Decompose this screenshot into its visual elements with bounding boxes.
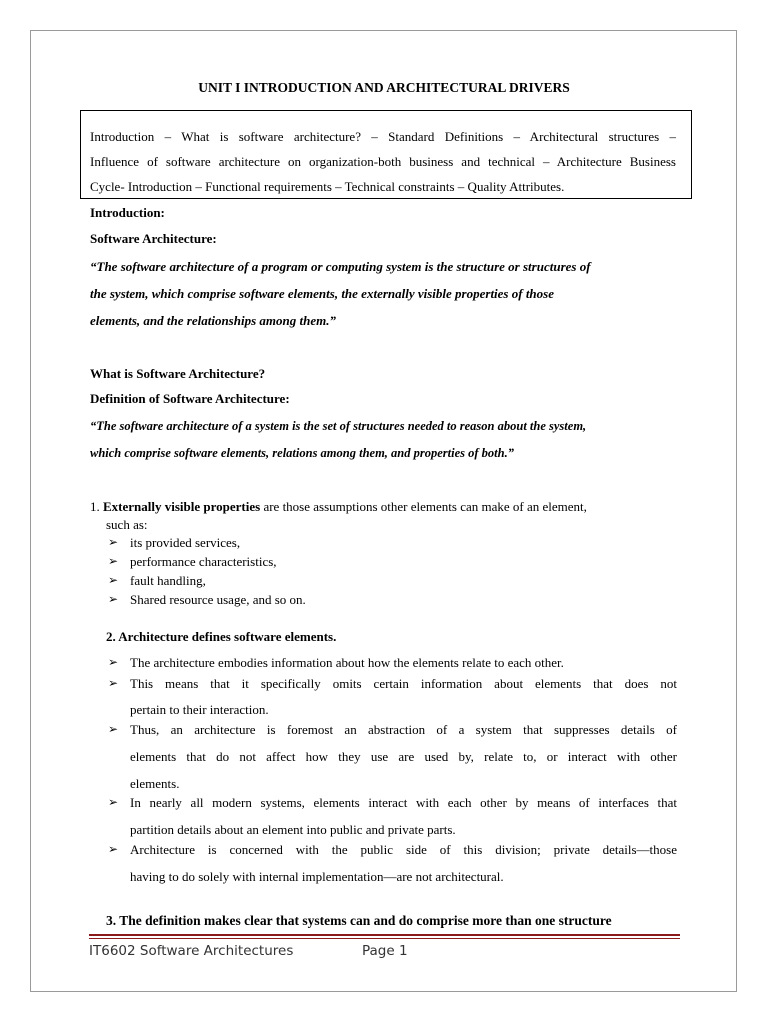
arrow-bullet-icon: ➢ (108, 676, 119, 690)
point2-heading: 2. Architecture defines software elements. (106, 629, 337, 644)
definition-heading: Definition of Software Architecture: (90, 391, 290, 406)
introduction-heading: Introduction: (90, 205, 165, 220)
list-item: fault handling, (130, 573, 206, 588)
syllabus-line: Introduction – What is software architecture? – Standard Definitions – Architectural structures – (90, 129, 676, 144)
arrow-bullet-icon: ➢ (108, 842, 119, 856)
list-item: The architecture embodies information about how the elements relate to each other. (130, 655, 564, 670)
page-title: UNIT I INTRODUCTION AND ARCHITECTURAL DRIVERS (198, 80, 570, 95)
list-item: Shared resource usage, and so on. (130, 592, 306, 607)
software-architecture-heading: Software Architecture: (90, 231, 217, 246)
arrow-bullet-icon: ➢ (108, 722, 119, 736)
quote1-line: the system, which comprise software elements, the externally visible properties of those (90, 286, 554, 301)
arrow-bullet-icon: ➢ (108, 592, 119, 606)
quote2-line: “The software architecture of a system is the set of structures needed to reason about the system, (90, 419, 587, 433)
point1-number: 1. (90, 499, 100, 514)
footer-rule-thin (89, 938, 680, 939)
list-item: In nearly all modern systems, elements interact with each other by means of interfaces that (130, 795, 677, 810)
syllabus-line: Cycle- Introduction – Functional requirements – Technical constraints – Quality Attributes. (90, 179, 565, 194)
quote1-line: elements, and the relationships among them.” (90, 313, 336, 328)
list-item: Thus, an architecture is foremost an abstraction of a system that suppresses details of (130, 722, 677, 737)
list-item-continuation: partition details about an element into public and private parts. (130, 822, 456, 837)
arrow-bullet-icon: ➢ (108, 573, 119, 587)
what-is-heading: What is Software Architecture? (90, 366, 266, 381)
list-item-continuation: pertain to their interaction. (130, 702, 269, 717)
arrow-bullet-icon: ➢ (108, 535, 119, 549)
footer-page-number: Page 1 (362, 943, 408, 959)
arrow-bullet-icon: ➢ (108, 655, 119, 669)
syllabus-line: Influence of software architecture on organization-both business and technical – Architecture Business (90, 154, 676, 169)
list-item: its provided services, (130, 535, 241, 550)
list-item-continuation: having to do solely with internal implementation—are not architectural. (130, 869, 504, 884)
list-item: This means that it specifically omits certain information about elements that does not (130, 676, 677, 691)
point3-heading: 3. The definition makes clear that systems can and do comprise more than one structure (106, 913, 612, 928)
point1-line (90, 499, 587, 515)
footer-course-title: IT6602 Software Architectures (89, 943, 294, 959)
list-item: Architecture is concerned with the public side of this division; private details—those (130, 842, 677, 857)
point1-continuation: such as: (106, 517, 148, 532)
list-item-continuation: elements that do not affect how they use are used by, relate to, or interact with other (130, 749, 677, 764)
point1-text: are those assumptions other elements can make of an element, (260, 499, 587, 514)
point1-bold-term: Externally visible properties (103, 499, 261, 514)
footer-rule (89, 934, 680, 936)
arrow-bullet-icon: ➢ (108, 554, 119, 568)
list-item-continuation: elements. (130, 776, 180, 791)
arrow-bullet-icon: ➢ (108, 795, 119, 809)
quote2-line: which comprise software elements, relations among them, and properties of both.” (90, 446, 514, 460)
list-item: performance characteristics, (130, 554, 277, 569)
quote1-line: “The software architecture of a program or computing system is the structure or structures of (90, 259, 591, 274)
